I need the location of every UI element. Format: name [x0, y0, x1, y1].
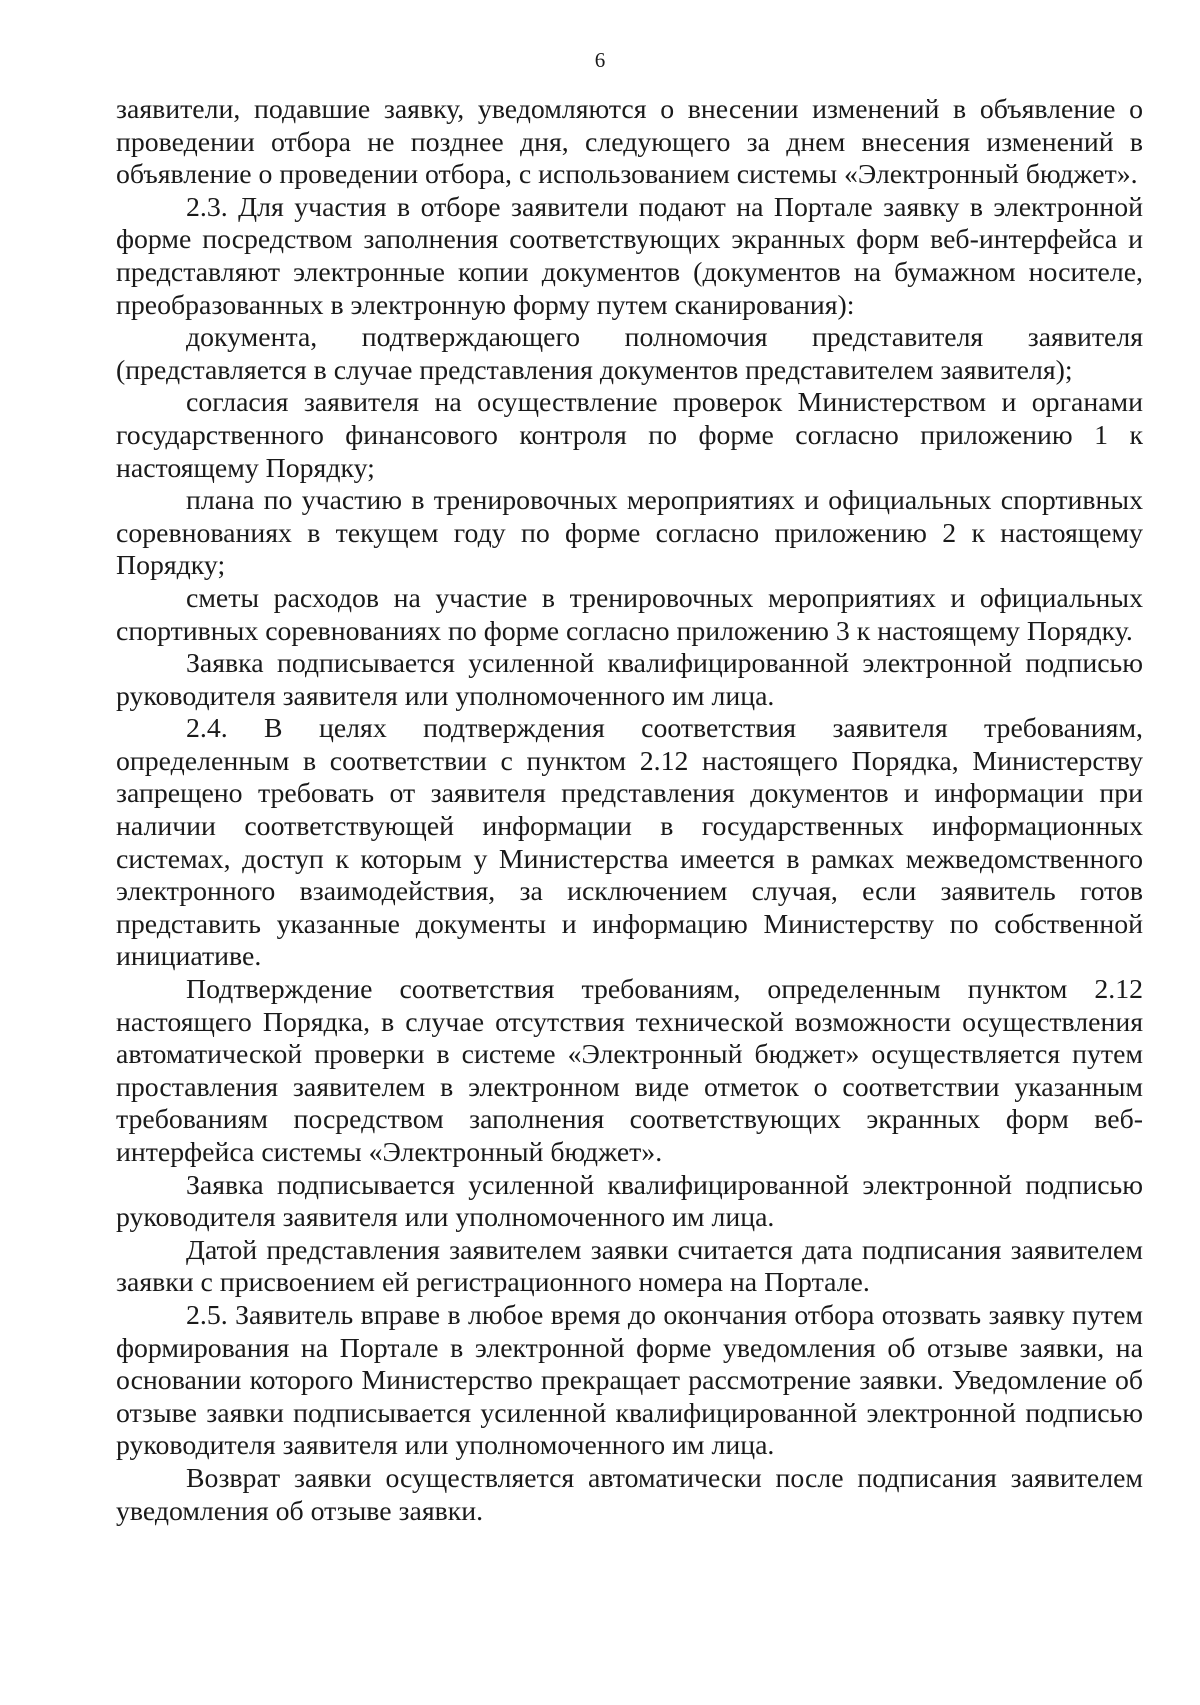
paragraph-signature-requirement-2: Заявка подписывается усиленной квалифицированной электронной подписью руководителя заявителя или уполномоченного им лица. [116, 1169, 1143, 1234]
paragraph-submission-date: Датой представления заявителем заявки считается дата подписания заявителем заявки с присвоением ей регистрационного номера на Портале. [116, 1234, 1143, 1299]
list-item-representative-document: документа, подтверждающего полномочия представителя заявителя (представляется в случае представления документов представителем заявителя); [116, 322, 1143, 386]
paragraph-continuation: заявители, подавшие заявку, уведомляются о внесении изменений в объявление о проведении отбора не позднее дня, следующего за днем внесения изменений в объявление о проведении отбора, с использованием системы «Электронный бюджет». [116, 94, 1143, 191]
list-item-consent: согласия заявителя на осуществление проверок Министерством и органами государственного финансового контроля по форме согласно приложению 1 к настоящему Порядку; [116, 387, 1143, 484]
list-item-participation-plan: плана по участию в тренировочных мероприятиях и официальных спортивных соревнованиях в текущем году по форме согласно приложению 2 к настоящему Порядку; [116, 485, 1143, 582]
paragraph-signature-requirement: Заявка подписывается усиленной квалифицированной электронной подписью руководителя заявителя или уполномоченного им лица. [116, 648, 1143, 712]
list-item-expense-estimate: сметы расходов на участие в тренировочных мероприятиях и официальных спортивных соревнованиях по форме согласно приложению 3 к настоящему Порядку. [116, 582, 1143, 647]
paragraph-application-return: Возврат заявки осуществляется автоматически после подписания заявителем уведомления об отзыве заявки. [116, 1462, 1143, 1527]
paragraph-2-5: 2.5. Заявитель вправе в любое время до окончания отбора отозвать заявку путем формирования на Портале в электронной форме уведомления об отзыве заявки, на основании которого Министерство прекращает рассмотрение заявки. Уведомление об отзыве заявки подписывается усиленной квалифицированной электронной подписью руководителя заявителя или уполномоченного им лица. [116, 1299, 1143, 1462]
paragraph-2-4: 2.4. В целях подтверждения соответствия заявителя требованиям, определенным в соответствии с пунктом 2.12 настоящего Порядка, Министерству запрещено требовать от заявителя представления документов и информации при наличии соответствующей информации в государственных информационных системах, доступ к которым у Министерства имеется в рамках межведомственного электронного взаимодействия, за исключением случая, если заявитель готов представить указанные документы и информацию Министерству по собственной инициативе. [116, 713, 1143, 973]
paragraph-compliance-confirmation: Подтверждение соответствия требованиям, определенным пунктом 2.12 настоящего Порядка, в случае отсутствия технической возможности осуществления автоматической проверки в системе «Электронный бюджет» осуществляется путем проставления заявителем в электронном виде отметок о соответствии указанным требованиям посредством заполнения соответствующих экранных форм веб-интерфейса системы «Электронный бюджет». [116, 974, 1143, 1168]
page-number: 6 [594, 48, 606, 72]
paragraph-2-3: 2.3. Для участия в отборе заявители подают на Портале заявку в электронной форме посредством заполнения соответствующих экранных форм веб-интерфейса и представляют электронные копии документов (документов на бумажном носителе, преобразованных в электронную форму путем сканирования): [116, 191, 1143, 321]
document-body [116, 94, 1143, 1528]
